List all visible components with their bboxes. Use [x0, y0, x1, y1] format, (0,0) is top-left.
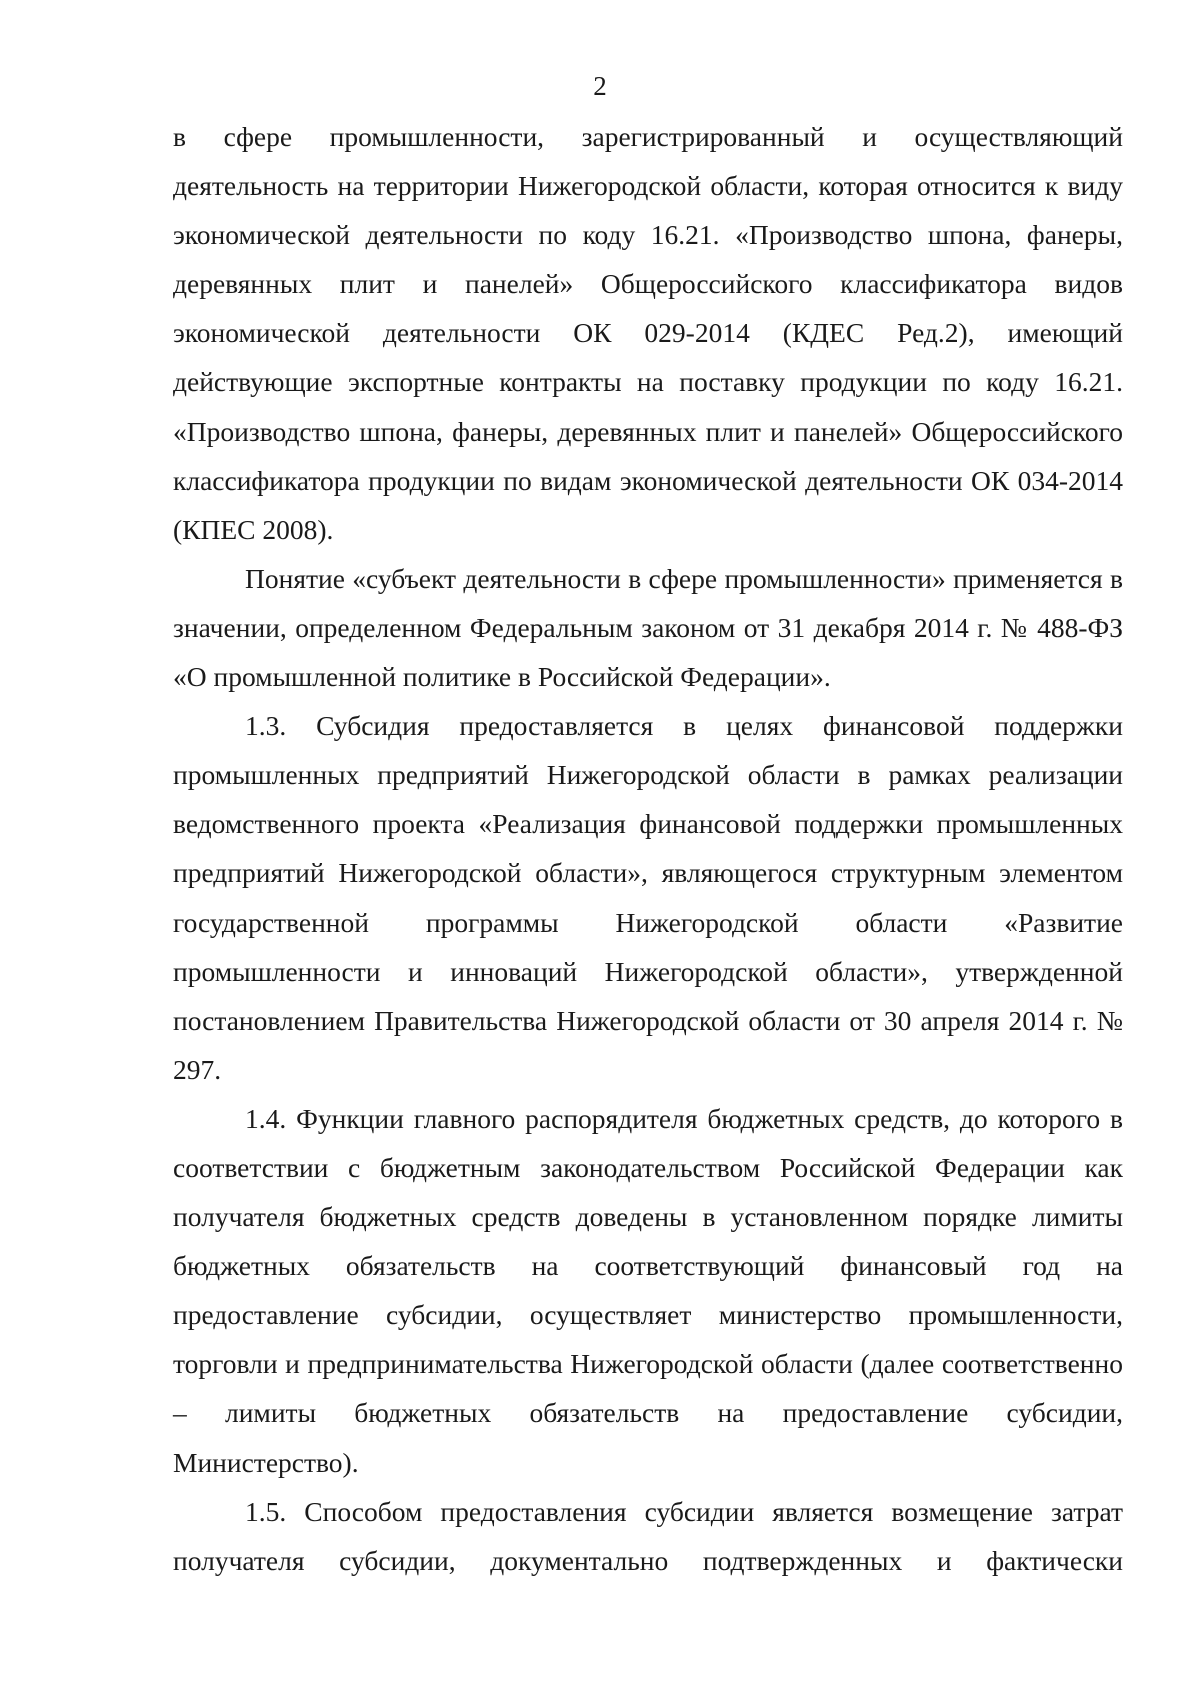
paragraph-continuation: в сфере промышленности, зарегистрированный и осуществляющий деятельность на территории Нижегородской области, которая относится к виду экономической деятельности по коду 16.21. «Производство шпона, фанеры, деревянных плит и панелей» Общероссийского классификатора видов экономической деятельности ОК 029-2014 (КДЕС Ред.2), имеющий действующие экспортные контракты на поставку продукции по коду 16.21. «Производство шпона, фанеры, деревянных плит и панелей» Общероссийского классификатора продукции по видам экономической деятельности ОК 034-2014 (КПЕС 2008). — [173, 121, 1123, 545]
paragraph-1-3: 1.3. Субсидия предоставляется в целях финансовой поддержки промышленных предприятий Нижегородской области в рамках реализации ведомственного проекта «Реализация финансовой поддержки промышленных предприятий Нижегородской области», являющегося структурным элементом государственной программы Нижегородской области «Развитие промышленности и инноваций Нижегородской области», утвержденной постановлением Правительства Нижегородской области от 30 апреля 2014 г. № 297. — [173, 710, 1123, 1085]
paragraph-1-5: 1.5. Способом предоставления субсидии является возмещение затрат получателя субсидии, документально подтвержденных и фактически — [173, 1495, 1123, 1576]
page-number: 2 — [593, 71, 607, 101]
paragraph-definition: Понятие «субъект деятельности в сфере промышленности» применяется в значении, определенном Федеральным законом от 31 декабря 2014 г. № 488-ФЗ «О промышленной политике в Российской Федерации». — [173, 562, 1123, 693]
paragraph-1-4: 1.4. Функции главного распорядителя бюджетных средств, до которого в соответствии с бюджетным законодательством Российской Федерации как получателя бюджетных средств доведены в установленном порядке лимиты бюджетных обязательств на соответствующий финансовый год на предоставление субсидии, осуществляет министерство промышленности, торговли и предпринимательства Нижегородской области (далее соответственно – лимиты бюджетных обязательств на предоставление субсидии, Министерство). — [173, 1102, 1123, 1478]
document-body — [173, 112, 1123, 1585]
